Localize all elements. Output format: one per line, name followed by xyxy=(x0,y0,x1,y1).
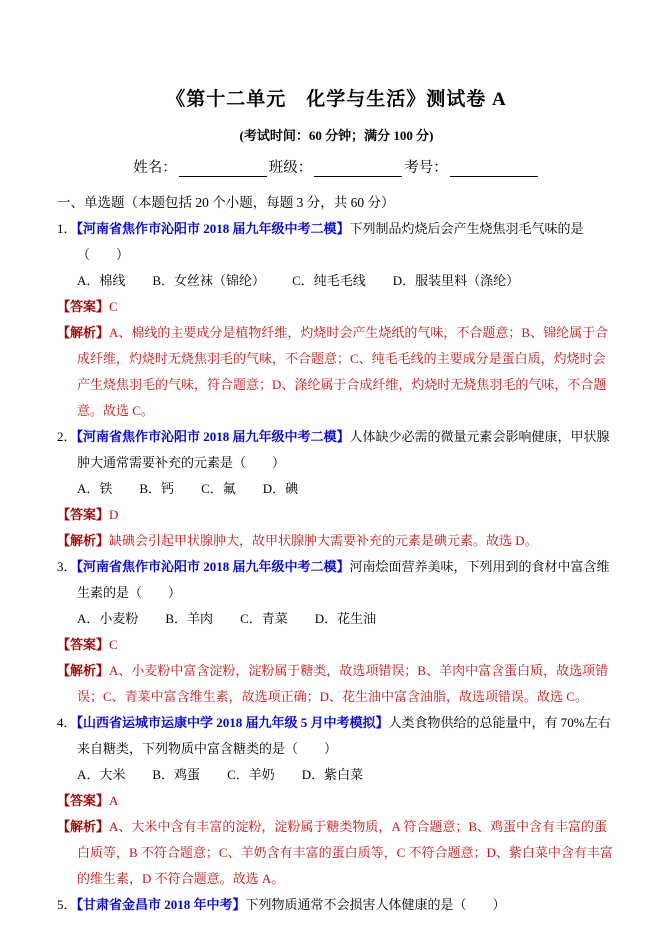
question-stem xyxy=(57,892,616,918)
exam-no-blank-line xyxy=(450,161,538,177)
question-source-citation: 【河南省焦作市沁阳市 2018 届九年级中考二模】 xyxy=(76,559,350,574)
answer-value: C xyxy=(109,637,118,652)
question-number: 5． xyxy=(57,897,77,912)
answer-label: 【答案】 xyxy=(57,793,110,808)
option-a: A．大米 xyxy=(77,767,126,782)
option-d: D．紫白菜 xyxy=(301,767,364,782)
option-b: B．钙 xyxy=(139,481,175,496)
name-field-label: 姓名： xyxy=(133,160,177,176)
analysis-text: A、小麦粉中富含淀粉，淀粉属于糖类，故选项错误；B、羊肉中富含蛋白质，故选项错误；C、青菜中富含维生素，故选项正确；D、花生油中富含油脂，故选项错误。故选 C。 xyxy=(77,663,609,704)
question-options xyxy=(57,476,616,502)
analysis-text: A、棉线的主要成分是植物纤维，灼烧时会产生烧纸的气味，不合题意；B、锦纶属于合成纤维，灼烧时无烧焦羽毛的气味，不合题意；C、纯毛毛线的主要成分是蛋白质，灼烧时会产生烧焦羽毛的气味，符合题意；D、涤纶属于合成纤维，灼烧时无烧焦羽毛的气味，不合题意。故选 C。 xyxy=(77,325,609,418)
question-source-citation: 【河南省焦作市沁阳市 2018 届九年级中考二模】 xyxy=(76,221,350,236)
analysis-label: 【解析】 xyxy=(57,819,110,834)
answer-label: 【答案】 xyxy=(57,637,110,652)
question-options xyxy=(57,606,616,632)
question-text: 下列物质通常不会损害人体健康的是（ ） xyxy=(245,897,506,912)
question-text: 人类食物供给的总能量中，有 70%左右来自糖类，下列物质中富含糖类的是（ ） xyxy=(77,715,611,756)
question-source-citation: 【河南省焦作市沁阳市 2018 届九年级中考二模】 xyxy=(76,429,350,444)
class-field-label: 班级： xyxy=(268,160,313,176)
option-b: B．羊肉 xyxy=(165,611,214,626)
analysis-label: 【解析】 xyxy=(57,533,110,548)
answer-value: D xyxy=(109,507,119,522)
question-options xyxy=(57,762,616,788)
question-block-4 xyxy=(57,710,616,892)
question-stem xyxy=(57,424,616,476)
option-d: D．花生油 xyxy=(314,611,377,626)
option-a: A．棉线 xyxy=(77,273,126,288)
question-stem xyxy=(57,710,616,762)
analysis-row xyxy=(57,528,616,554)
question-text: 人体缺少必需的微量元素会影响健康，甲状腺肿大通常需要补充的元素是（ ） xyxy=(77,429,610,470)
answer-row xyxy=(57,502,616,528)
question-block-1 xyxy=(57,216,616,424)
question-stem xyxy=(57,216,616,268)
question-source-citation: 【山西省运城市运康中学 2018 届九年级 5 月中考模拟】 xyxy=(76,715,389,730)
question-text: 河南烩面营养美味，下列用到的食材中富含维生素的是（ ） xyxy=(77,559,610,600)
question-options xyxy=(57,268,616,294)
question-block-5 xyxy=(57,892,616,918)
option-c: C．青菜 xyxy=(240,611,288,626)
analysis-row xyxy=(57,814,616,892)
question-block-3 xyxy=(57,554,616,710)
option-c: C．氟 xyxy=(201,481,236,496)
question-number: 4． xyxy=(57,715,77,730)
answer-row xyxy=(57,788,616,814)
question-block-2 xyxy=(57,424,616,554)
option-b: B．女丝袜（锦纶） xyxy=(152,273,266,288)
question-stem xyxy=(57,554,616,606)
option-a: A．铁 xyxy=(77,481,113,496)
analysis-row xyxy=(57,658,616,710)
answer-value: C xyxy=(109,299,118,314)
exam-no-field-label: 考号： xyxy=(404,160,448,176)
class-blank-line xyxy=(314,161,402,177)
name-blank-line xyxy=(179,161,267,177)
student-info-row xyxy=(57,156,616,177)
answer-label: 【答案】 xyxy=(57,507,110,522)
answer-label: 【答案】 xyxy=(57,299,110,314)
answer-row xyxy=(57,294,616,320)
answer-row xyxy=(57,632,616,658)
option-d: D．碘 xyxy=(262,481,299,496)
analysis-row xyxy=(57,320,616,424)
analysis-label: 【解析】 xyxy=(57,325,110,340)
question-text: 下列制品灼烧后会产生烧焦羽毛气味的是（ ） xyxy=(77,221,584,262)
option-a: A．小麦粉 xyxy=(77,611,139,626)
option-c: C．纯毛毛线 xyxy=(292,273,366,288)
option-c: C．羊奶 xyxy=(227,767,275,782)
analysis-label: 【解析】 xyxy=(57,663,110,678)
question-source-citation: 【甘肃省金昌市 2018 年中考】 xyxy=(76,897,246,912)
analysis-text: 缺碘会引起甲状腺肿大，故甲状腺肿大需要补充的元素是碘元素。故选 D。 xyxy=(109,533,538,548)
analysis-text: A、大米中含有丰富的淀粉，淀粉属于糖类物质，A 符合题意；B、鸡蛋中含有丰富的蛋白质等，B 不符合题意；C、羊奶含有丰富的蛋白质等，C 不符合题意；D、紫白菜中含有丰富的维生素，D 不符合题意。故选 A。 xyxy=(77,819,613,886)
option-b: B．鸡蛋 xyxy=(152,767,201,782)
question-number: 3． xyxy=(57,559,77,574)
exam-subtitle: (考试时间：60 分钟；满分 100 分) xyxy=(239,128,434,143)
question-number: 2． xyxy=(57,429,77,444)
option-d: D．服装里料（涤纶） xyxy=(392,273,520,288)
question-number: 1． xyxy=(57,221,77,236)
section-heading: 一、单选题（本题包括 20 个小题，每题 3 分，共 60 分） xyxy=(57,195,395,210)
exam-title: 《第十二单元 化学与生活》测试卷 A xyxy=(166,89,507,110)
answer-value: A xyxy=(109,793,119,808)
